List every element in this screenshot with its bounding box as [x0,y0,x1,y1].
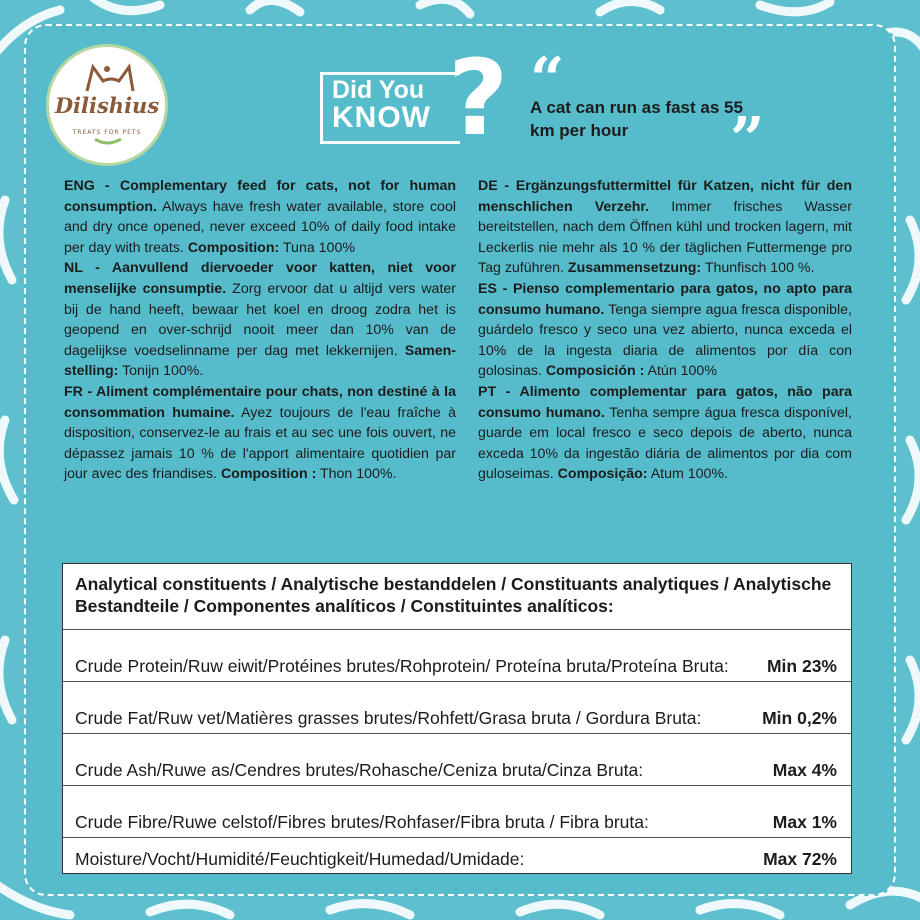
paragraph-fr [64,382,456,485]
description-left-column [64,176,456,485]
es-composition: Atún 100% [644,363,717,380]
nl-heading: NL - Aanvullend diervoeder voor katten, niet voor menselijke consumptie. [64,260,456,297]
es-body: Tenga siempre agua fresca disponible, guárdelo fresco y seco una vez abierto, nunca exceda el 10% de la ingesta diaria de alimentos por día con golosinas. [478,301,852,380]
quote-close-icon: ” [730,105,765,175]
es-composition-label: Composición : [545,363,645,380]
de-heading: DE - Ergänzungsfuttermittel für Katzen, nicht für den menschlichen Verzehr. [478,178,852,215]
constituent-label: Crude Fat/Ruw vet/Matières grasses brutes/Rohfett/Grasa bruta / Gordura Bruta: [75,708,702,728]
eng-body: Always have fresh water available, store cool and dry once opened, never exceed 10% of daily food intake per day with treats. [64,198,456,256]
paragraph-eng [64,176,456,258]
did-you-line: Did You [332,76,425,104]
table-row [63,630,851,682]
fr-composition: Thon 100%. [316,466,397,483]
analytical-constituents-table [62,563,852,874]
constituent-label: Crude Fibre/Ruwe celstof/Fibres brutes/Rohfaser/Fibra bruta / Fibra bruta: [75,812,649,832]
eng-composition-label: Composition: [187,239,280,256]
constituent-value: Max 4% [772,760,837,780]
nl-body: Zorg ervoor dat u altijd vers water bij de hand heeft, bewaar het koel en droog zodra het is geopend en over-schrijd nooit meer dan 10% van de dagelijkse voedselinname per dag met lekkernijen. [64,280,457,359]
eng-heading: ENG - Complementary feed for cats, not for human consumption. [64,178,456,215]
table-row [63,786,851,838]
constituent-label: Moisture/Vocht/Humidité/Feuchtigkeit/Humedad/Umidade: [75,849,525,869]
fr-composition-label: Composition : [220,466,317,483]
brand-name: Dilishius [54,93,160,118]
de-composition-label: Zusammensetzung: [567,260,702,277]
de-body: Immer frisches Wasser bereitstellen, nach dem Öffnen kühl und trocken lagern, mit Leckerlis nie mehr als 10 % der täglichen Futtermenge pro Tag zuführen. [478,198,852,277]
de-composition: Thunfisch 100 %. [701,260,815,277]
table-row [63,838,851,874]
brand-logo [46,44,168,166]
fun-fact-text: A cat can run as fast as 55 km per hour [530,98,743,140]
description-right-column [478,176,852,485]
nl-composition-label: Samen-stelling: [64,342,456,380]
nl-composition: Tonijn 100%. [118,363,204,380]
constituent-value: Max 1% [772,812,837,832]
constituent-label: Crude Ash/Ruwe as/Cendres brutes/Rohasche/Ceniza bruta/Cinza Bruta: [75,760,644,780]
constituent-label: Crude Protein/Ruw eiwit/Protéines brutes/Rohprotein/ Proteína bruta/Proteína Bruta: [75,656,729,676]
paragraph-de [478,176,852,279]
paragraph-nl [64,258,456,382]
paragraph-pt [478,382,852,485]
know-line: KNOW [332,101,431,134]
paragraph-es [478,279,852,382]
brand-tagline: TREATS FOR PETS [72,129,142,136]
fr-heading: FR - Aliment complémentaire pour chats, non destiné à la consommation humaine. [64,383,456,421]
pt-composition: Atum 100%. [647,466,728,483]
pt-heading: PT - Alimento complementar para gatos, não para consumo humano. [478,383,852,421]
pt-body: Tenha sempre água fresca disponível, guarde em local fresco e seco depois de aberto, nunca exceda 10% da ingestão diária de alimentos por dia com guloseimas. [478,404,852,483]
table-header: Analytical constituents / Analytische bestanddelen / Constituants analytiques / Analytische Bestandteile / Componentes analíticos / Constituintes analíticos: [63,564,851,630]
constituent-value: Min 0,2% [762,708,837,728]
table-row [63,682,851,734]
constituent-value: Max 72% [763,849,837,869]
pt-composition-label: Composição: [557,466,648,483]
fr-body: Ayez toujours de l'eau fraîche à disposition, conservez-le au frais et au sec une fois ouvert, ne dépassez jamais 10 % de l'apport alimentaire quotidien par jour avec des friandises. [64,404,457,483]
es-heading: ES - Pienso complementario para gatos, no apto para consumo humano. [478,280,852,318]
eng-composition: Tuna 100% [279,239,355,256]
question-mark-icon: ? [448,37,509,159]
quote-open-icon: “ [530,45,565,115]
table-row [63,734,851,786]
constituent-value: Min 23% [766,656,837,676]
